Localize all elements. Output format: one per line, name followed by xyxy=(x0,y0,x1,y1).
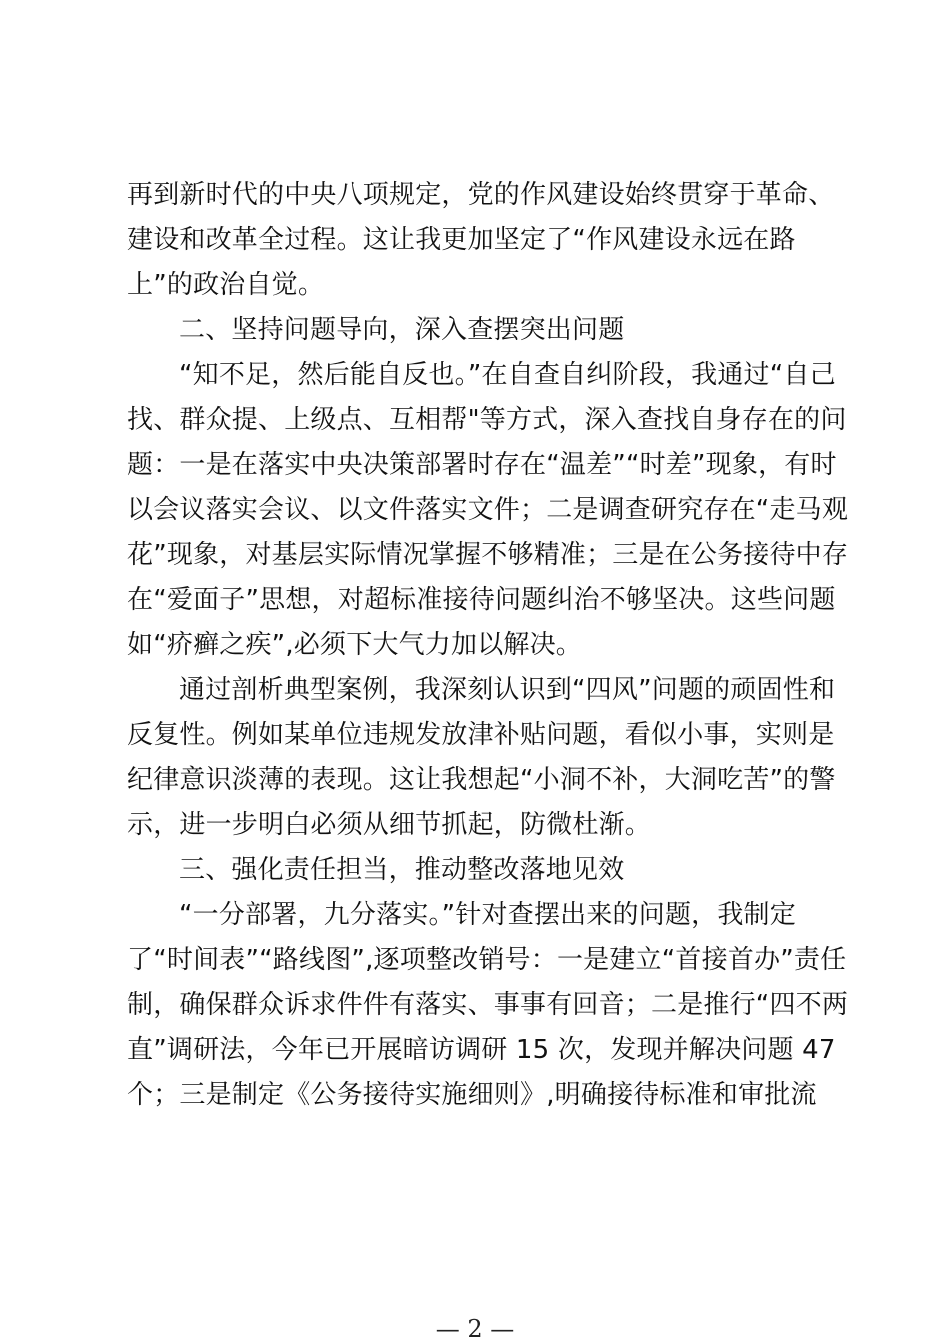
text-line: 花”现象，对基层实际情况掌握不够精准；三是在公务接待中存 xyxy=(127,540,849,570)
text-line: “一分部署，九分落实。”针对查摆出来的问题，我制定 xyxy=(179,900,796,930)
text-line: 了“时间表”“路线图”,逐项整改销号：一是建立“首接首办”责任 xyxy=(127,945,847,975)
section-heading: 三、强化责任担当，推动整改落地见效 xyxy=(179,855,625,885)
text-line: 再到新时代的中央八项规定，党的作风建设始终贯穿于革命、 xyxy=(127,180,835,210)
text-line: 在“爱面子”思想，对超标准接待问题纠治不够坚决。这些问题 xyxy=(127,585,836,615)
text-line: 上”的政治自觉。 xyxy=(127,270,325,300)
text-line: 直”调研法，今年已开展暗访调研 15 次，发现并解决问题 47 xyxy=(127,1035,836,1065)
text-line: 题：一是在落实中央决策部署时存在“温差”“时差”现象，有时 xyxy=(127,450,837,480)
section-heading: 二、坚持问题导向，深入查摆突出问题 xyxy=(179,315,625,345)
text-line: 通过剖析典型案例，我深刻认识到“四风”问题的顽固性和 xyxy=(179,675,836,705)
text-line: 示，进一步明白必须从细节抓起，防微杜渐。 xyxy=(127,810,652,840)
page-number: — 2 — xyxy=(435,1315,515,1343)
text-line: 制，确保群众诉求件件有落实、事事有回音；二是推行“四不两 xyxy=(127,990,849,1020)
text-line: 如“疥癣之疾”,必须下大气力加以解决。 xyxy=(127,630,583,660)
text-line: 反复性。例如某单位违规发放津补贴问题，看似小事，实则是 xyxy=(127,720,835,750)
text-line: 纪律意识淡薄的表现。这让我想起“小洞不补，大洞吃苦”的警 xyxy=(127,765,836,795)
text-line: “知不足，然后能自反也。”在自查自纠阶段，我通过“自己 xyxy=(179,360,836,390)
text-line: 建设和改革全过程。这让我更加坚定了“作风建设永远在路 xyxy=(127,225,796,255)
text-line: 找、群众提、上级点、互相帮"等方式，深入查找自身存在的问 xyxy=(127,405,847,435)
text-line: 以会议落实会议、以文件落实文件；二是调查研究存在“走马观 xyxy=(127,495,849,525)
text-line: 个；三是制定《公务接待实施细则》,明确接待标准和审批流 xyxy=(127,1080,817,1110)
